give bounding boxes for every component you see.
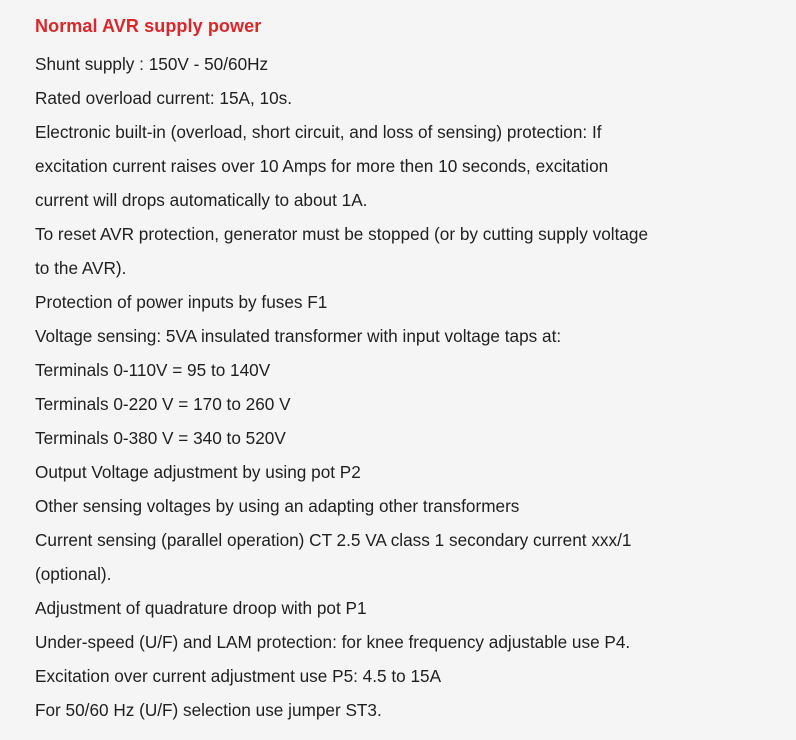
spec-line-rated-overload: Rated overload current: 15A, 10s. xyxy=(35,88,293,108)
spec-line-frequency-jumper: For 50/60 Hz (U/F) selection use jumper ST3. xyxy=(35,700,382,720)
section-title: Normal AVR supply power xyxy=(35,16,262,36)
spec-line-reset-protection-end: to the AVR). xyxy=(35,258,127,278)
spec-line-under-speed: Under-speed (U/F) and LAM protection: for knee frequency adjustable use P4. xyxy=(35,632,631,652)
spec-line-output-voltage: Output Voltage adjustment by using pot P2 xyxy=(35,462,361,482)
spec-line-electronic-protection: Electronic built-in (overload, short circuit, and loss of sensing) protection: If xyxy=(35,122,602,142)
spec-line-terminals-220: Terminals 0-220 V = 170 to 260 V xyxy=(35,394,291,414)
spec-line-reset-protection: To reset AVR protection, generator must be stopped (or by cutting supply voltage xyxy=(35,224,649,244)
spec-line-electronic-protection-end: current will drops automatically to about 1A. xyxy=(35,190,368,210)
spec-line-other-sensing: Other sensing voltages by using an adapting other transformers xyxy=(35,496,520,516)
spec-line-voltage-sensing: Voltage sensing: 5VA insulated transformer with input voltage taps at: xyxy=(35,326,562,346)
spec-line-current-sensing-end: (optional). xyxy=(35,564,112,584)
spec-line-quadrature-droop: Adjustment of quadrature droop with pot P1 xyxy=(35,598,367,618)
spec-line-electronic-protection-cont: excitation current raises over 10 Amps for more then 10 seconds, excitation xyxy=(35,156,609,176)
spec-text-block xyxy=(35,47,778,727)
spec-line-terminals-380: Terminals 0-380 V = 340 to 520V xyxy=(35,428,286,448)
spec-line-current-sensing: Current sensing (parallel operation) CT 2.5 VA class 1 secondary current xxx/1 xyxy=(35,530,632,550)
spec-line-fuse-protection: Protection of power inputs by fuses F1 xyxy=(35,292,328,312)
spec-line-excitation-over-current: Excitation over current adjustment use P5: 4.5 to 15A xyxy=(35,666,442,686)
spec-line-terminals-110: Terminals 0-110V = 95 to 140V xyxy=(35,360,271,380)
spec-line-shunt-supply: Shunt supply : 150V - 50/60Hz xyxy=(35,54,269,74)
